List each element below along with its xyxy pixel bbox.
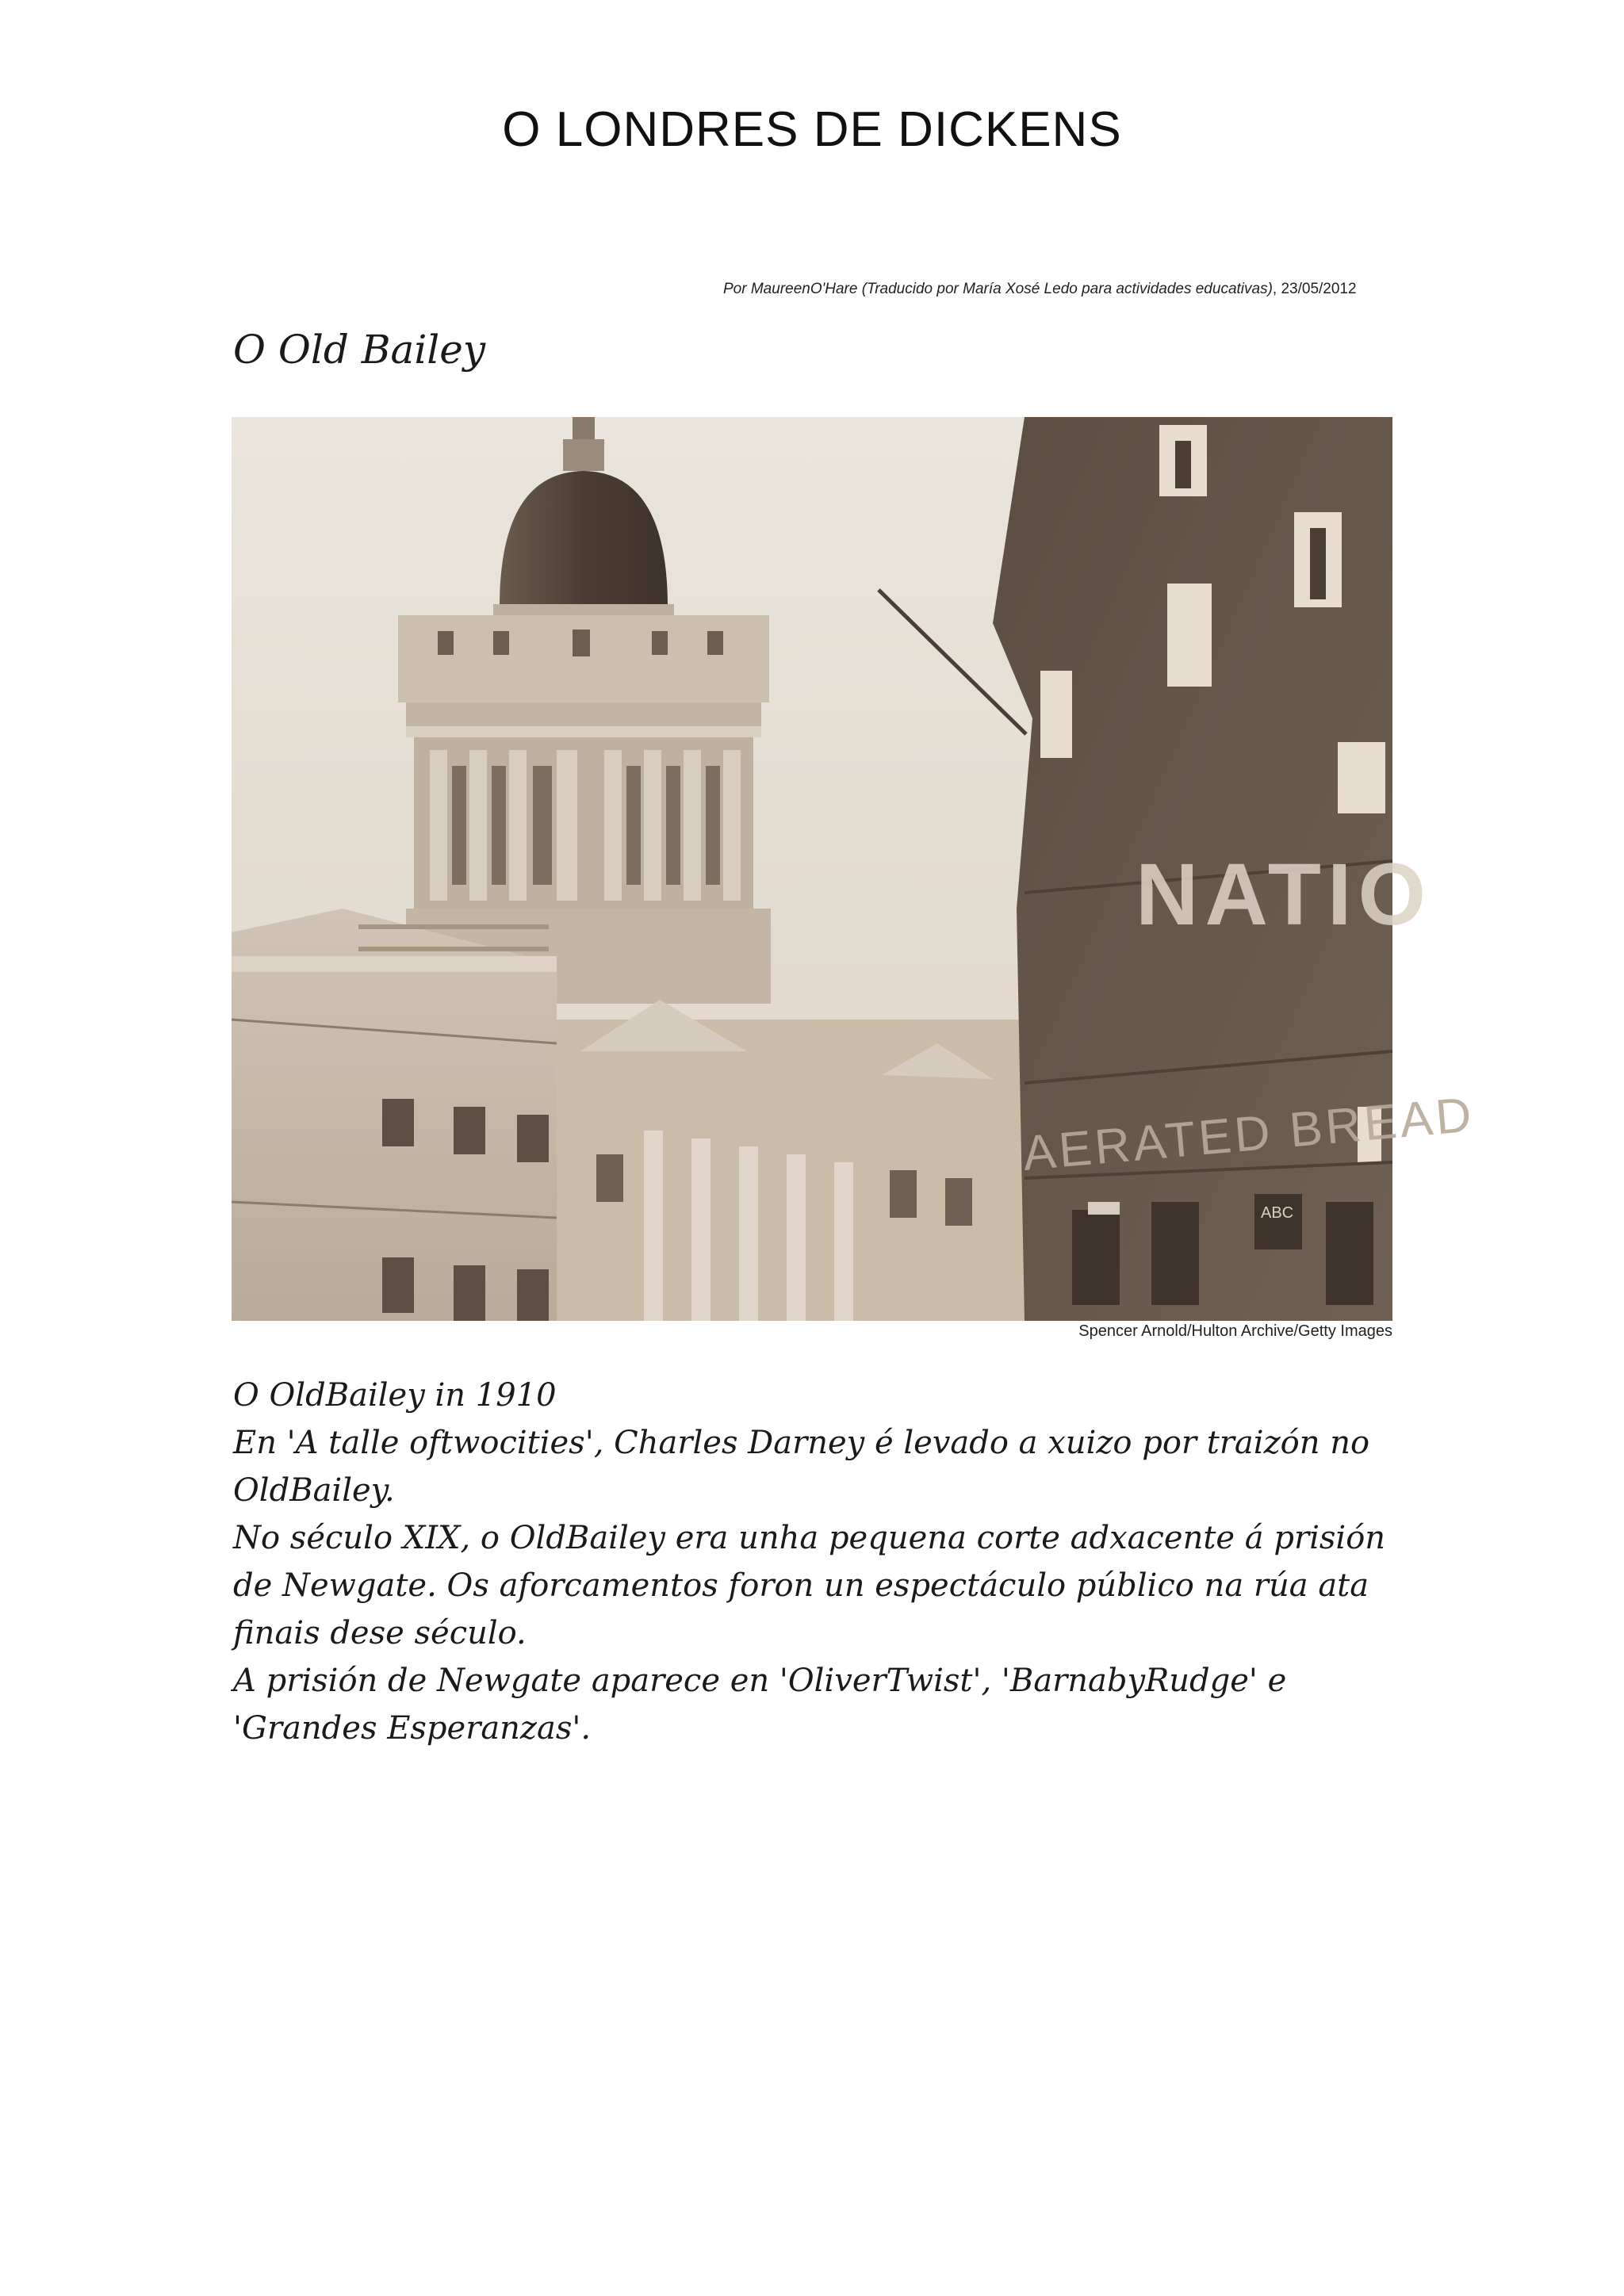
photo-sign-top: NATIO [1136, 846, 1433, 943]
body-paragraph-2: En 'A talle oftwocities', Charles Darney é levado a xuizo por traizón no OldBailey. [233, 1425, 1370, 1509]
body-text [233, 1372, 1399, 1752]
body-paragraph-4: A prisión de Newgate aparece en 'OliverTwist', 'BarnabyRudge' e 'Grandes Esperanzas'. [233, 1663, 1287, 1747]
byline [723, 281, 1357, 298]
photo-credit: Spencer Arnold/Hulton Archive/Getty Images [1078, 1322, 1392, 1340]
byline-date: , 23/05/2012 [1272, 281, 1357, 297]
photo-small-sign: ABC [1261, 1204, 1294, 1222]
section-heading: O Old Bailey [233, 327, 486, 373]
photo-sign-bottom: AERATED BREAD [1021, 1087, 1477, 1181]
body-paragraph-3: No século XIX, o OldBailey era unha pequena corte adxacente á prisión de Newgate. Os aforcamentos foron un espectáculo público na rúa ata finais dese século. [233, 1520, 1386, 1651]
page-title: O LONDRES DE DICKENS [502, 102, 1122, 157]
body-paragraph-1: O OldBailey in 1910 [233, 1377, 557, 1414]
old-bailey-photo [232, 417, 1477, 1321]
byline-author: Por MaureenO'Hare (Traducido por María Xosé Ledo para actividades educativas) [723, 281, 1273, 297]
